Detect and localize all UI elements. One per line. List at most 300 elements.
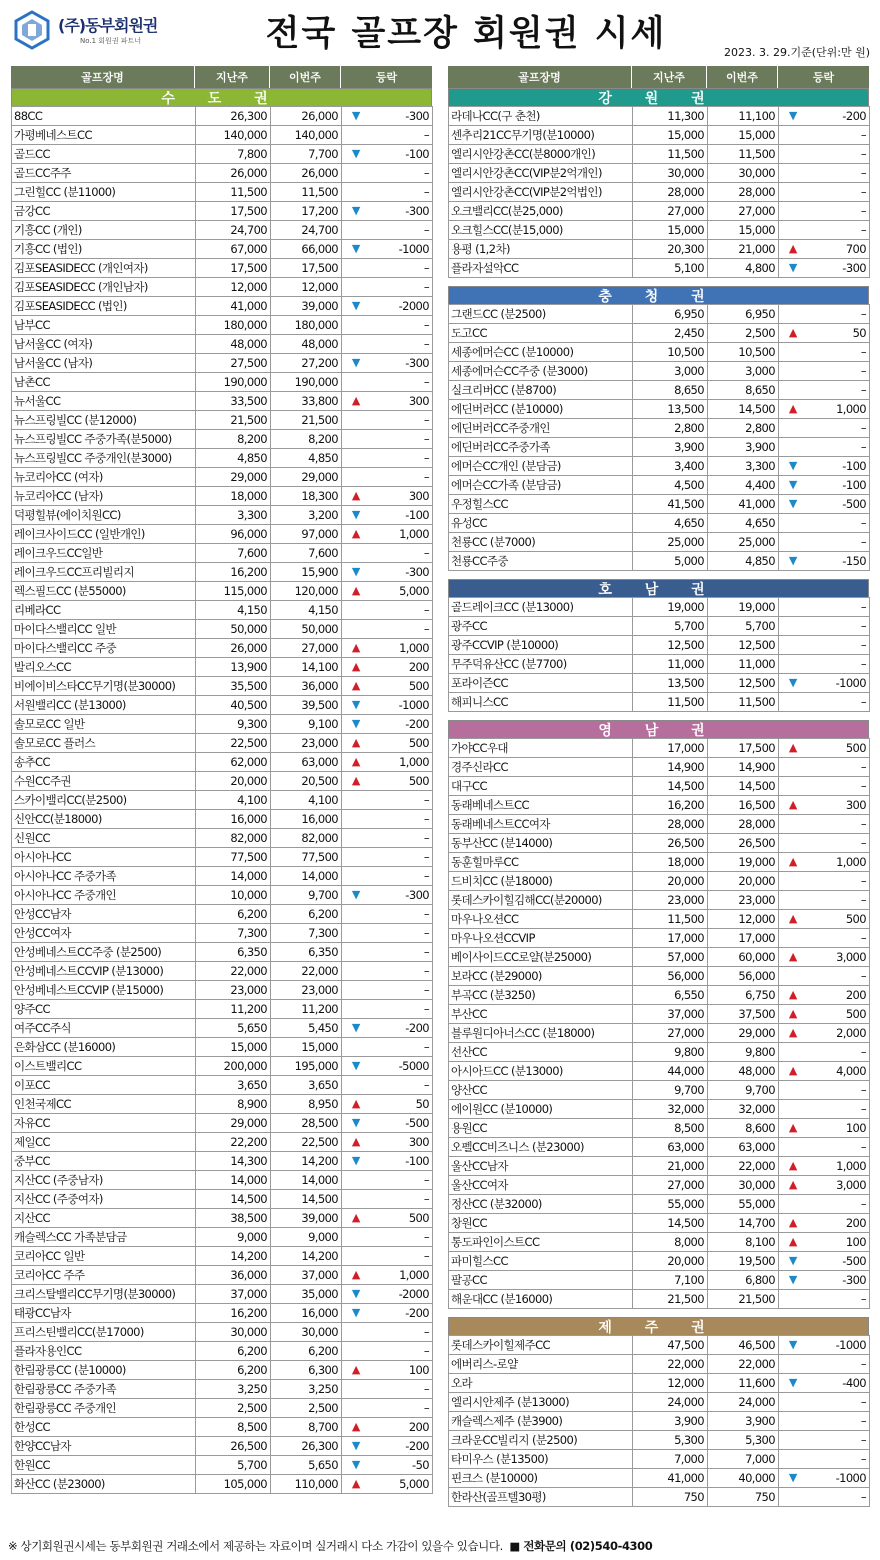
table-row[interactable]: [449, 674, 870, 693]
table-row[interactable]: [12, 544, 433, 563]
no-change-cell: [342, 373, 370, 392]
down-triangle-icon: ▼: [342, 1114, 370, 1133]
table-row[interactable]: [12, 1228, 433, 1247]
this-week-price: 12,500: [708, 636, 779, 655]
no-change-cell: [779, 419, 807, 438]
region-section: [448, 720, 869, 1309]
course-name: 에머슨CC가족 (분담금): [449, 476, 633, 495]
table-row[interactable]: [449, 343, 870, 362]
table-row[interactable]: [449, 476, 870, 495]
course-name: 포라이즌CC: [449, 674, 633, 693]
course-name: 도고CC: [449, 324, 633, 343]
last-week-price: 16,000: [196, 810, 271, 829]
table-row[interactable]: [12, 278, 433, 297]
last-week-price: 36,000: [196, 1266, 271, 1285]
table-row[interactable]: [449, 1195, 870, 1214]
table-row[interactable]: [449, 514, 870, 533]
price-change: –: [807, 438, 870, 457]
last-week-price: 23,000: [196, 981, 271, 1000]
table-row[interactable]: [12, 449, 433, 468]
table-row[interactable]: [449, 1450, 870, 1469]
table-row[interactable]: [12, 1190, 433, 1209]
table-row[interactable]: [12, 1266, 433, 1285]
table-row[interactable]: [449, 1157, 870, 1176]
down-triangle-icon: ▼: [779, 1252, 807, 1271]
no-change-cell: [779, 834, 807, 853]
table-row[interactable]: [12, 829, 433, 848]
table-row[interactable]: [12, 962, 433, 981]
table-row[interactable]: [449, 986, 870, 1005]
no-change-cell: [342, 1038, 370, 1057]
table-row[interactable]: [12, 696, 433, 715]
course-name: 신원CC: [12, 829, 196, 848]
this-week-price: 35,000: [271, 1285, 342, 1304]
course-name: 해피니스CC: [449, 693, 633, 712]
no-change-cell: [342, 316, 370, 335]
table-row[interactable]: [449, 598, 870, 617]
course-name: 그린힐CC (분11000): [12, 183, 196, 202]
price-change: 4,000: [807, 1062, 870, 1081]
table-row[interactable]: [12, 1038, 433, 1057]
price-change: -200: [370, 1304, 433, 1323]
table-row[interactable]: [12, 1380, 433, 1399]
right-price-column: [448, 66, 869, 1507]
table-row[interactable]: [449, 362, 870, 381]
last-week-price: 35,500: [196, 677, 271, 696]
this-week-price: 4,800: [708, 259, 779, 278]
last-week-price: 5,300: [633, 1431, 708, 1450]
table-row[interactable]: [449, 1393, 870, 1412]
last-week-price: 62,000: [196, 753, 271, 772]
table-row[interactable]: [449, 240, 870, 259]
table-row[interactable]: [12, 1133, 433, 1152]
course-name: 김포SEASIDECC (개인남자): [12, 278, 196, 297]
course-name: 동부산CC (분14000): [449, 834, 633, 853]
table-row[interactable]: [449, 145, 870, 164]
table-row[interactable]: [12, 1437, 433, 1456]
table-row[interactable]: [12, 145, 433, 164]
table-row[interactable]: [12, 487, 433, 506]
company-logo[interactable]: [12, 8, 202, 52]
table-row[interactable]: [12, 373, 433, 392]
this-week-price: 2,500: [708, 324, 779, 343]
course-name: 타미우스 (분13500): [449, 1450, 633, 1469]
table-row[interactable]: [449, 1336, 870, 1355]
table-row[interactable]: [449, 1233, 870, 1252]
this-week-price: 28,500: [271, 1114, 342, 1133]
table-row[interactable]: [12, 639, 433, 658]
this-week-price: 4,100: [271, 791, 342, 810]
down-triangle-icon: ▼: [342, 297, 370, 316]
table-row[interactable]: [449, 1005, 870, 1024]
table-row[interactable]: [12, 1000, 433, 1019]
table-row[interactable]: [12, 791, 433, 810]
course-name: 안성베네스트CCVIP (분15000): [12, 981, 196, 1000]
table-row[interactable]: [449, 1062, 870, 1081]
region-section: [448, 286, 869, 571]
last-week-price: 14,000: [196, 867, 271, 886]
table-row[interactable]: [449, 1138, 870, 1157]
table-row[interactable]: [449, 400, 870, 419]
price-change: -300: [370, 886, 433, 905]
table-row[interactable]: [12, 1285, 433, 1304]
price-change: –: [807, 381, 870, 400]
this-week-price: 36,000: [271, 677, 342, 696]
this-week-price: 12,500: [708, 674, 779, 693]
table-row[interactable]: [449, 259, 870, 278]
table-row[interactable]: [449, 1488, 870, 1507]
price-table: [448, 106, 870, 278]
this-week-price: 7,700: [271, 145, 342, 164]
table-row[interactable]: [12, 924, 433, 943]
table-row[interactable]: [449, 872, 870, 891]
this-week-price: 6,300: [271, 1361, 342, 1380]
table-row[interactable]: [12, 411, 433, 430]
table-row[interactable]: [12, 943, 433, 962]
price-change: -300: [807, 259, 870, 278]
last-week-price: 38,500: [196, 1209, 271, 1228]
table-row[interactable]: [449, 1100, 870, 1119]
price-change: –: [807, 343, 870, 362]
price-change: –: [370, 981, 433, 1000]
this-week-price: 9,700: [708, 1081, 779, 1100]
table-row[interactable]: [12, 506, 433, 525]
this-week-price: 3,000: [708, 362, 779, 381]
table-row[interactable]: [12, 601, 433, 620]
course-name: 부곡CC (분3250): [449, 986, 633, 1005]
no-change-cell: [342, 221, 370, 240]
table-row[interactable]: [449, 107, 870, 126]
table-row[interactable]: [449, 202, 870, 221]
table-row[interactable]: [449, 324, 870, 343]
this-week-price: 15,900: [271, 563, 342, 582]
last-week-price: 3,900: [633, 1412, 708, 1431]
no-change-cell: [342, 924, 370, 943]
table-row[interactable]: [449, 777, 870, 796]
table-row[interactable]: [449, 533, 870, 552]
no-change-cell: [342, 430, 370, 449]
table-row[interactable]: [449, 617, 870, 636]
table-row[interactable]: [12, 316, 433, 335]
table-row[interactable]: [12, 126, 433, 145]
region-title: 영 남 권: [448, 720, 869, 738]
table-row[interactable]: [449, 1374, 870, 1393]
table-row[interactable]: [12, 354, 433, 373]
table-row[interactable]: [449, 1214, 870, 1233]
table-row[interactable]: [449, 891, 870, 910]
table-row[interactable]: [12, 1361, 433, 1380]
footer-contact: ■ 전화문의 (02)540-4300: [509, 1539, 653, 1553]
course-name: 프리스틴밸리CC(분17000): [12, 1323, 196, 1342]
price-change: –: [807, 967, 870, 986]
this-week-price: 19,500: [708, 1252, 779, 1271]
price-change: 5,000: [370, 1475, 433, 1494]
price-change: 200: [807, 1214, 870, 1233]
last-week-price: 4,650: [633, 514, 708, 533]
table-row[interactable]: [12, 1076, 433, 1095]
course-name: 오펠CC비즈니스 (분23000): [449, 1138, 633, 1157]
table-row[interactable]: [12, 430, 433, 449]
table-row[interactable]: [12, 107, 433, 126]
course-name: 세종에머슨CC주중 (분3000): [449, 362, 633, 381]
price-change: -100: [370, 145, 433, 164]
table-row[interactable]: [12, 1323, 433, 1342]
last-week-price: 24,000: [633, 1393, 708, 1412]
no-change-cell: [779, 617, 807, 636]
table-row[interactable]: [12, 734, 433, 753]
last-week-price: 15,000: [633, 126, 708, 145]
this-week-price: 12,000: [708, 910, 779, 929]
table-row[interactable]: [449, 164, 870, 183]
table-row[interactable]: [449, 1469, 870, 1488]
region-section: [11, 88, 432, 1494]
price-change: –: [370, 1038, 433, 1057]
last-week-price: 2,450: [633, 324, 708, 343]
table-row[interactable]: [12, 677, 433, 696]
table-row[interactable]: [12, 297, 433, 316]
table-row[interactable]: [449, 967, 870, 986]
table-row[interactable]: [12, 183, 433, 202]
course-name: 안성CC남자: [12, 905, 196, 924]
no-change-cell: [779, 1488, 807, 1507]
course-name: 드비치CC (분18000): [449, 872, 633, 891]
table-row[interactable]: [449, 636, 870, 655]
this-week-price: 10,500: [708, 343, 779, 362]
price-change: -300: [370, 202, 433, 221]
table-row[interactable]: [449, 815, 870, 834]
table-row[interactable]: [12, 905, 433, 924]
last-week-price: 8,900: [196, 1095, 271, 1114]
table-row[interactable]: [449, 758, 870, 777]
table-row[interactable]: [449, 834, 870, 853]
no-change-cell: [342, 601, 370, 620]
this-week-price: 19,000: [708, 853, 779, 872]
table-row[interactable]: [449, 853, 870, 872]
price-change: –: [807, 1393, 870, 1412]
last-week-price: 26,000: [196, 164, 271, 183]
table-row[interactable]: [12, 715, 433, 734]
table-row[interactable]: [449, 1290, 870, 1309]
no-change-cell: [342, 335, 370, 354]
table-row[interactable]: [12, 468, 433, 487]
table-row[interactable]: [12, 240, 433, 259]
last-week-price: 9,700: [633, 1081, 708, 1100]
table-row[interactable]: [449, 948, 870, 967]
last-week-price: 17,500: [196, 259, 271, 278]
table-row[interactable]: [449, 305, 870, 324]
table-row[interactable]: [449, 495, 870, 514]
course-name: 핀크스 (분10000): [449, 1469, 633, 1488]
table-row[interactable]: [12, 1152, 433, 1171]
price-change: –: [807, 1081, 870, 1100]
table-row[interactable]: [12, 202, 433, 221]
table-row[interactable]: [449, 552, 870, 571]
table-row[interactable]: [12, 1057, 433, 1076]
no-change-cell: [779, 815, 807, 834]
table-row[interactable]: [12, 1247, 433, 1266]
this-week-price: 11,600: [708, 1374, 779, 1393]
course-name: 무주덕유산CC (분7700): [449, 655, 633, 674]
this-week-price: 33,800: [271, 392, 342, 411]
table-row[interactable]: [12, 1019, 433, 1038]
this-week-price: 16,500: [708, 796, 779, 815]
course-name: 용평 (1,2차): [449, 240, 633, 259]
no-change-cell: [779, 929, 807, 948]
table-row[interactable]: [449, 1043, 870, 1062]
table-row[interactable]: [449, 126, 870, 145]
price-change: -500: [807, 495, 870, 514]
last-week-price: 6,950: [633, 305, 708, 324]
table-row[interactable]: [12, 1171, 433, 1190]
table-row[interactable]: [449, 457, 870, 476]
price-change: 50: [370, 1095, 433, 1114]
this-week-price: 14,000: [271, 867, 342, 886]
course-name: 경주신라CC: [449, 758, 633, 777]
course-name: 코리아CC 일반: [12, 1247, 196, 1266]
last-week-price: 29,000: [196, 468, 271, 487]
table-row[interactable]: [449, 796, 870, 815]
this-week-price: 6,200: [271, 1342, 342, 1361]
up-triangle-icon: ▲: [342, 1266, 370, 1285]
table-row[interactable]: [12, 1475, 433, 1494]
this-week-price: 29,000: [708, 1024, 779, 1043]
table-row[interactable]: [12, 753, 433, 772]
table-row[interactable]: [12, 164, 433, 183]
table-row[interactable]: [449, 1271, 870, 1290]
this-week-price: 180,000: [271, 316, 342, 335]
table-row[interactable]: [449, 438, 870, 457]
table-row[interactable]: [12, 1304, 433, 1323]
table-row[interactable]: [12, 1456, 433, 1475]
table-row[interactable]: [449, 1024, 870, 1043]
no-change-cell: [779, 1450, 807, 1469]
no-change-cell: [779, 1412, 807, 1431]
up-triangle-icon: ▲: [779, 1157, 807, 1176]
column-header-name: 골프장명: [11, 66, 195, 88]
table-row[interactable]: [12, 525, 433, 544]
table-row[interactable]: [12, 563, 433, 582]
table-row[interactable]: [449, 1412, 870, 1431]
last-week-price: 11,500: [196, 183, 271, 202]
price-change: –: [370, 221, 433, 240]
this-week-price: 19,000: [708, 598, 779, 617]
course-name: 엘리시안강촌CC(분8000개인): [449, 145, 633, 164]
price-change: –: [370, 791, 433, 810]
last-week-price: 22,200: [196, 1133, 271, 1152]
table-row[interactable]: [12, 1399, 433, 1418]
this-week-price: 15,000: [271, 1038, 342, 1057]
price-change: –: [370, 544, 433, 563]
table-row[interactable]: [449, 221, 870, 240]
price-change: –: [807, 758, 870, 777]
course-name: 골드CC: [12, 145, 196, 164]
course-name: 금강CC: [12, 202, 196, 221]
course-name: 마이다스밸리CC 주중: [12, 639, 196, 658]
table-row[interactable]: [449, 929, 870, 948]
table-row[interactable]: [449, 1355, 870, 1374]
last-week-price: 5,650: [196, 1019, 271, 1038]
last-week-price: 6,550: [633, 986, 708, 1005]
course-name: 지산CC: [12, 1209, 196, 1228]
table-row[interactable]: [12, 221, 433, 240]
table-row[interactable]: [12, 335, 433, 354]
up-triangle-icon: ▲: [779, 240, 807, 259]
table-row[interactable]: [449, 1081, 870, 1100]
table-row[interactable]: [449, 693, 870, 712]
last-week-price: 3,250: [196, 1380, 271, 1399]
table-row[interactable]: [12, 1114, 433, 1133]
table-row[interactable]: [449, 910, 870, 929]
no-change-cell: [779, 343, 807, 362]
region-title: 수 도 권: [11, 88, 432, 106]
table-row[interactable]: [449, 381, 870, 400]
table-row[interactable]: [12, 582, 433, 601]
course-name: 대구CC: [449, 777, 633, 796]
this-week-price: 9,700: [271, 886, 342, 905]
table-row[interactable]: [449, 1176, 870, 1195]
table-row[interactable]: [449, 419, 870, 438]
up-triangle-icon: ▲: [779, 1233, 807, 1252]
price-change: –: [807, 617, 870, 636]
table-row[interactable]: [449, 655, 870, 674]
price-change: –: [370, 1076, 433, 1095]
no-change-cell: [342, 810, 370, 829]
table-row[interactable]: [12, 1342, 433, 1361]
this-week-price: 26,500: [708, 834, 779, 853]
course-name: 이포CC: [12, 1076, 196, 1095]
table-row[interactable]: [12, 886, 433, 905]
course-name: 팔공CC: [449, 1271, 633, 1290]
no-change-cell: [342, 259, 370, 278]
price-change: 1,000: [370, 525, 433, 544]
table-row[interactable]: [12, 1418, 433, 1437]
footer: [8, 1538, 652, 1554]
price-change: 50: [807, 324, 870, 343]
table-row[interactable]: [449, 739, 870, 758]
course-name: 한양CC남자: [12, 1437, 196, 1456]
table-row[interactable]: [12, 620, 433, 639]
table-row[interactable]: [449, 1252, 870, 1271]
table-row[interactable]: [12, 810, 433, 829]
last-week-price: 29,000: [196, 1114, 271, 1133]
price-change: 3,000: [807, 948, 870, 967]
this-week-price: 22,000: [708, 1157, 779, 1176]
last-week-price: 18,000: [633, 853, 708, 872]
table-row[interactable]: [449, 1431, 870, 1450]
last-week-price: 9,300: [196, 715, 271, 734]
table-row[interactable]: [12, 259, 433, 278]
table-row[interactable]: [12, 658, 433, 677]
table-row[interactable]: [12, 848, 433, 867]
table-row[interactable]: [12, 981, 433, 1000]
this-week-price: 11,200: [271, 1000, 342, 1019]
table-row[interactable]: [12, 1209, 433, 1228]
table-row[interactable]: [449, 1119, 870, 1138]
table-row[interactable]: [12, 867, 433, 886]
table-row[interactable]: [12, 772, 433, 791]
down-triangle-icon: ▼: [779, 1469, 807, 1488]
price-change: –: [807, 419, 870, 438]
table-row[interactable]: [12, 392, 433, 411]
this-week-price: 14,100: [271, 658, 342, 677]
this-week-price: 8,650: [708, 381, 779, 400]
price-change: –: [807, 598, 870, 617]
table-row[interactable]: [12, 1095, 433, 1114]
price-change: 1,000: [370, 1266, 433, 1285]
last-week-price: 26,000: [196, 639, 271, 658]
price-change: –: [370, 924, 433, 943]
table-row[interactable]: [449, 183, 870, 202]
